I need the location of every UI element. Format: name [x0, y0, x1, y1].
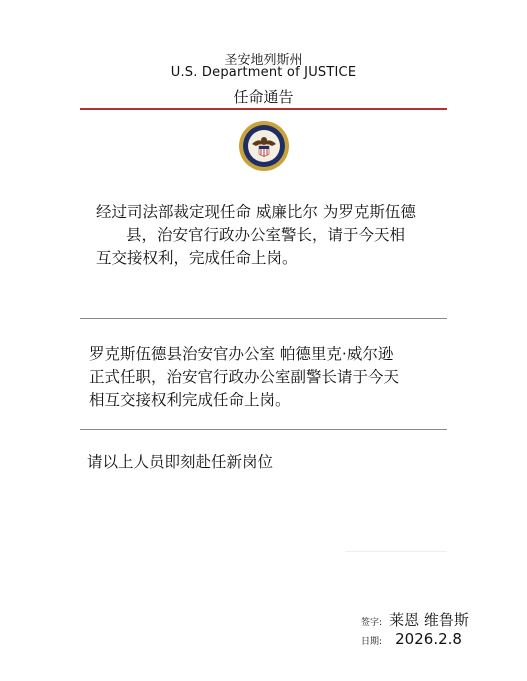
- signature-date: 2026.2.8: [395, 630, 462, 648]
- notice-line: 互交接权利，完成任命上岗。: [96, 249, 298, 267]
- appointment-notice-sheriff: [96, 201, 416, 270]
- notice-line: 罗克斯伍德县治安官办公室 帕德里克·威尔逊: [89, 345, 394, 363]
- signer-name: 莱恩 维鲁斯: [389, 611, 469, 629]
- notice-line: 县，治安官行政办公室警长，请于今天相: [126, 226, 406, 244]
- date-label: 日期:: [361, 637, 383, 647]
- section-divider: [80, 318, 447, 319]
- notice-line: 经过司法部裁定现任命 威廉比尔 为罗克斯伍德: [96, 203, 416, 221]
- section-divider: [80, 429, 447, 430]
- signature-label: 签字:: [361, 618, 383, 628]
- state-name: 圣安地列斯州: [224, 53, 303, 68]
- signature-block: [361, 609, 469, 649]
- notice-line: 正式任职，治安官行政办公室副警长请于今天: [89, 368, 400, 386]
- department-name: U.S. Department of JUSTICE: [170, 65, 357, 80]
- notice-title: 任命通告: [233, 88, 294, 106]
- faint-divider: [345, 551, 447, 552]
- doj-seal-icon: [238, 120, 290, 172]
- header-rule: [80, 108, 447, 110]
- notice-line: 相互交接权利完成任命上岗。: [89, 391, 291, 409]
- instruction-text: 请以上人员即刻赴任新岗位: [87, 453, 274, 471]
- appointment-notice-undersheriff: [89, 343, 399, 412]
